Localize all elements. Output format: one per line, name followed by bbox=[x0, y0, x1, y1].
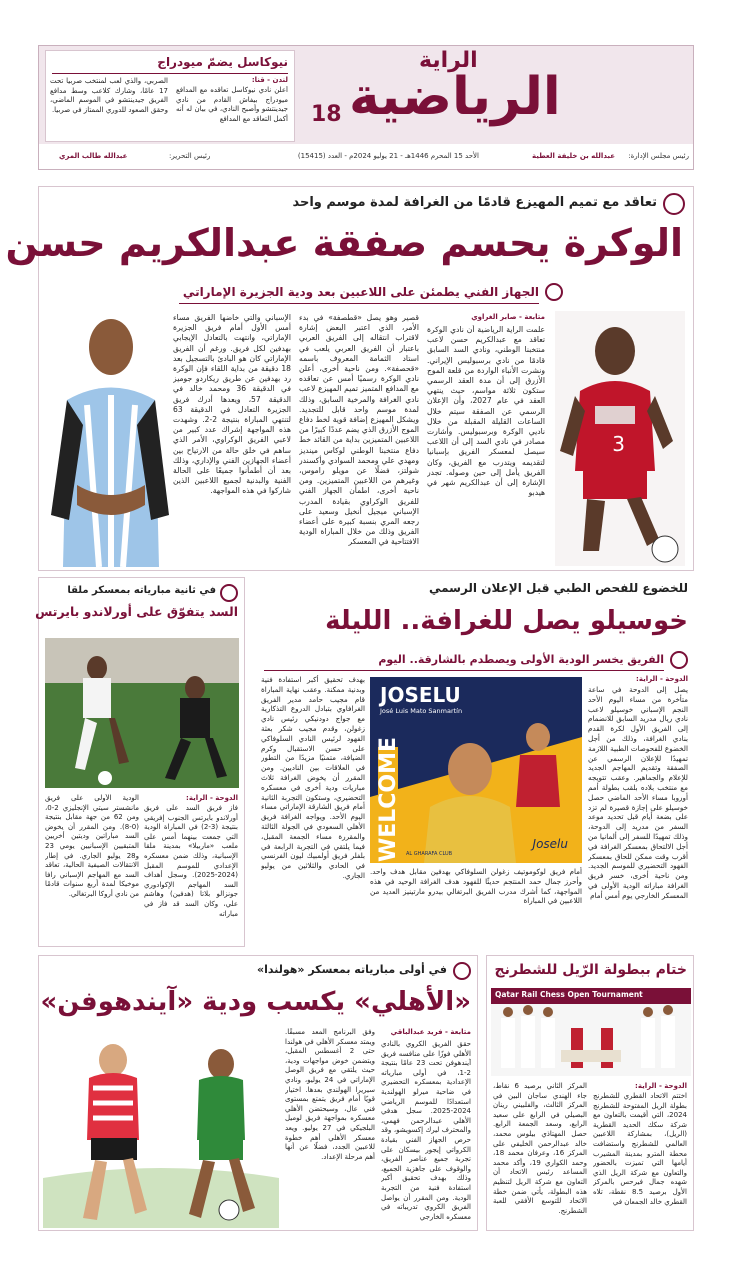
player-red-kit-image bbox=[555, 311, 685, 566]
ahli-match-image bbox=[43, 1028, 279, 1228]
story1-col2: قصير وهو يصل «قطصفة» في بدء الأمر، الذي اعتبر البعض إشارة لاقتراب انتقاله إلى الفريق العربي باعتبار أن الفريق العربي يلعب في استاد الثمامة المعروف باسمه «قحصفة». ومن ناحية أخرى، أعلن نادي الوكرة رسميًا أمس عن تعاقده مع المدافع المتميز تميم المهيزع لاعب نادي الغرافة والمرخية السابق، وذلك لمدة موسم واحد قابل للتجديد. ويشكل المهيزع إضافة قوية لخط دفاع الموج الأزرق الذي يضم عددًا كبيرًا من اللاعبين المتميزين بداية من القائد خط دفاع منتخبنا الوطني لوكاس مينديز ومهدي علي ومحمد السوادي وأكسندر شولتز، فضلًا عن مويلو راموس، وغيرهم من اللاعبين المتميزين. ومن ناحية أخرى، اطمأن الجهاز الفني للفريق الوكراوي بقيادة المدرب الإسباني ميجيل أنخيل وسعيد على رجعه المري بنسبة كبيرة على أعضاء الفريق وذلك من خلال المباراة الودية الافتتاحية في المعسكر bbox=[299, 313, 419, 547]
editor-name: عبدالله طالب المري bbox=[59, 152, 128, 160]
poster-name: JOSELU bbox=[380, 683, 461, 707]
story1-kicker: تعاقد مع تميم المهيزع قادمًا من الغرافة لمدة موسم واحد bbox=[292, 195, 657, 210]
story4-col1: حقق الفريق الكروي بالنادي الأهلي فوزًا على منافسه فريق آيندهوفن تحت 23 عامًا بنتيجة 2-1، في أولى مبارياته الإعدادية بمعسكره التحضيري في ضاحية ميرلو الهولندية استعدادًا للموسم الرياضي 2024-2025. سجل هدفي الأهلي عبدالرحمن فهمي، والمحترف ليرك إكسويشو، وقد حرص الجهاز الفني بقيادة الكرواتي إيجور بيسكان على تجربة جميع عناصر الفريق، والوقوف على جاهزية الجميع، وذلك بهدف تحقيق أكبر استفادة فنية من التجربة الودية. ومن المقرر أن يواصل الفريق الكروي تدريباته في معسكره الخارجي bbox=[381, 1040, 471, 1221]
story2-subhead: الفريق يخسر الودية الأولى ويصطدم بالشارقة.. اليوم bbox=[378, 653, 664, 666]
story-sadd bbox=[35, 577, 245, 947]
club-logo-icon bbox=[663, 193, 685, 215]
joselu-poster bbox=[370, 677, 582, 863]
brief-col-right: أعلن نادي نيوكاسل تعاقده مع المدافع ميودراج بيفاش القادم من نادي جيدينتشو وأصبح النادي، في بيان له أنه أكمل التعاقد مع المدافع bbox=[176, 86, 288, 123]
chairman-name: عبدالله بن خليفة العطية bbox=[532, 152, 615, 160]
story1-subhead: الجهاز الفني يطمئن على اللاعبين بعد ودية الجزيرة الإماراتي bbox=[182, 285, 539, 299]
story-wakrah bbox=[5, 186, 694, 571]
poster-fullname: José Luis Mato Sanmartín bbox=[380, 707, 463, 715]
story4-byline: متابعة - فريد عبدالباقي bbox=[390, 1028, 471, 1036]
story-ahli bbox=[38, 955, 478, 1231]
chess-ceremony-image bbox=[491, 988, 691, 1076]
chairman-label: رئيس مجلس الإدارة: bbox=[628, 152, 689, 160]
player-photo-tamim bbox=[47, 305, 173, 567]
club-logo-gharafa-icon bbox=[670, 651, 688, 669]
credits-line bbox=[39, 146, 693, 168]
story3-col1: الودية الأولى على فريق مانشستر سيتي الإنجليزي 2-0، ومن 62 من جهة مقابل بنتيجة (0-8). ومن المقرر أن يخوض السد مباراتين وديتين أخريين المتبقيين الإسبانيين يومي 23 و28 يوليو الجاري. في إطار الانتقالات الصيفية الحالية، تعاقد السد مع المهاجم الإسباني رافا موخيكا لمدة أربع سنوات قادمًا من نادي أروكا البرتغالي. bbox=[45, 794, 139, 898]
story5-tag: الدوحة - الراية: bbox=[635, 1082, 687, 1090]
brief-col-left: الصربي، والذي لعب لمنتخب صربيا تحت 17 عامًا، وشارك كلاعب وسط مدافع الفريق جيدينتشو في الموسم الماضي، وحقق الصعود للدوري الممتاز في صربيا. bbox=[50, 77, 168, 114]
story4-col2: وفق البرنامج المعد مسبقًا. ويمتد معسكر الأهلي في هولندا حتى 2 أغسطس المقبل، ويتضمن خوض مواجهات ودية، حيث يلتقي مع فريق الوصل الإماراتي في 24 يوليو، ونادي سيريرا الهولندي بعدها. اختيار قويًا أمام فريق يتمتع بمستوى فني عال، وسيحتضن الأهلي معسكره بمواجهة فريق لوميل البلجيكي في 27 يوليو. ويعد معسكر الأهلي أهم خطوة للاعبين الجدد، فضلًا عن أنها أهم مرحلة الإعداد. bbox=[285, 1028, 375, 1161]
player-blue-kit-image bbox=[47, 305, 173, 567]
masthead bbox=[38, 45, 694, 170]
logo-top: الراية bbox=[419, 48, 478, 73]
story2-col2: بهدف تحقيق أكبر استفادة فنية وبدنية ممكنة. وعقب نهاية المباراة قام مجيب حامد مدير الفريق الغرافاوي بتبادل الدروع التذكارية مع جواج دودنيكي رئيس نادي زغولن، وقدم مجيب شكر بعثة الفهود لرئيس النادي السلوفاكي على حسن الاستقبال وكرم الضيافة، متمنيًا مزيدًا من التطور في العلاقات بين الناديين. ومن المقرر أن يخوض الغرافة ثلاث مباريات ودية أخرى في معسكره التحضيري، وستكون التجربة الثانية أمام فريق الشارقة الإماراتي مساء اليوم الأحد. ويواجه الغرافة فريق الأهلي السعودي في الجولة الثالثة والمقررة مساء الجمعة المقبل، فيما يلتقي في التجربة الرابعة في بلفلر فريق أولمبيك ليون الفرنسي في الحادي والثلاثين من يوليو الجاري. bbox=[261, 675, 365, 880]
story3-headline: السد يتفوّق على أورلاندو بايرتس bbox=[35, 604, 238, 619]
editor-label: رئيس التحرير: bbox=[169, 152, 211, 160]
brief-rule bbox=[52, 73, 288, 74]
story2-rule bbox=[264, 670, 664, 671]
date-line: الأحد 15 المحرم 1446هـ - 21 يوليو 2024م - العدد (15415) bbox=[297, 152, 479, 160]
story3-tag: الدوحة - الراية: bbox=[186, 794, 238, 802]
story5-col2: المركز الثاني برصيد 6 نقاط، جاء الهندي ساجان البين في المركز الثالث، والفلبيني رينان البصيلي في الرابع على سعيد الرابع، وسعد الجمعة الرابع. حصل المهتاذي بيلوس محمد، خالد عبدالرحمن الخليفي على المركز 16، وعرفان محمد 18، وحمد الكواري 19، وأكد محمد المساعد رئيس الاتحاد أن التعاون مع شركة الريل لتنظيم هذه البطولة، يأتي ضمن خطة الاتحاد للتوسع الأفقي للعبة الشطرنج. bbox=[493, 1082, 587, 1215]
story2-col-under-photo: أمام فريق لوكوموتيف زغولن السلوفاكي بهدفين مقابل هدف واحد. وأحرز جمال حمد المنتجم حديثًا للفهود هدف الغرافة الوحيد في هذه المواجهة، كما أشرك مدرب الفريق البرتغالي بيدرو مارتينيز العديد من اللاعبين في المباراة bbox=[370, 867, 582, 906]
story2-tag: الدوحة - الراية: bbox=[636, 675, 688, 683]
player-photo-abdulkarim bbox=[555, 311, 685, 566]
story1-col3: الإسباني والتي خاضها الفريق مساء أمس الأول أمام فريق الجزيرة الإماراتي، وانتهت بالتعادل الإيجابي بهدفين لكل فريق. ورغم أن الفريق الإماراتي كان هو البادئ بالتسجيل بعد 18 دقيقة من بداية اللقاء فإن الوكرة رد بهدفين عن طريق ريكاردو جوميز في الدقيقة 36 ومحمد خالد في الدقيقة 57، ويعدها أدرك فريق الجزيرة التعادل في الدقيقة 63 لتنتهي المباراة بنتيجة 2-2. وشهدت هذه المواجهة إشراك عدد كبير من لاعبي الفريق الوكراوي، الأمر الذي ساهم في خلق حالة من الارتياح بين أعضاء الجهازين الفني والإداري، وذلك بعد أن أطمأنوا جميعًا على الحالة الفنية والبدنية لجميع اللاعبين الذين شاركوا في هذه المواجهة. bbox=[173, 313, 291, 496]
page-number: 18 bbox=[311, 102, 342, 127]
sadd-match-photo bbox=[45, 638, 239, 788]
story-gharafa bbox=[255, 575, 694, 947]
story2-kicker: للخضوع للفحص الطبي قبل الإعلان الرسمي bbox=[428, 581, 688, 595]
story1-headline: الوكرة يحسم صفقة عبدالكريم حسن bbox=[5, 221, 683, 265]
sadd-match-image bbox=[45, 638, 239, 788]
svg-text:3: 3 bbox=[612, 432, 625, 456]
chess-ceremony-photo bbox=[491, 988, 691, 1076]
story2-col1: يصل إلى الدوحة في ساعة متأخرة من مساء اليوم الأحد النجم الإسباني خوسيلو لاعب نادي ريال مدريد السابق للانضمام إلى الفريق الأول لكرة القدم بنادي الغرافة، وذلك من أجل الخضوع للفحوصات الطبية اللازمة تمهيدًا للإعلان الرسمي عن الصفقة وتقديم المهاجم الجديد للإعلام والجماهير. وعقب تتويجه مع منتخب بلاده بلقب بطولة أمم أوروبا مساء الأحد الماضي حصل خوسيلو على إجازة قصيرة لم تزد على بضعة أيام قبل تحديد موعد السفر من مدريد إلى الدوحة، وذلك تمهيدًا للسفر إلى ألمانيا من أجل الالتحاق بمعسكر الغرافة في أقرب وقت ممكن للحاق بمعسكر الفهود التحضيري للموسم الجديد. ومن ناحية أخرى، خسر فريق الغرافة مباراته الودية الأولى في المعسكر الخارجي يوم أمس أمام bbox=[588, 685, 688, 900]
story1-col1: علمت الراية الرياضية أن نادي الوكرة تعاقد مع عبدالكريم حسن لاعب منتخبنا الوطني، ونادي السد السابق قادمًا من نادي برسبوليس الإيراني. ونشرت الأنباء الواردة من قلعة الموج الأزرق إلى أن مدة العقد الرسمي ستكون ثلاثة مواسم، حيث ينتهي العقد في عام 2027، وأن الإعلان الرسمي عن الصفقة سيتم خلال الساعات القليلة المقبلة من خلال ناديي الوكرة وبرسبوليس. وأشارت مصادر في نادي السد إلى أن اللاعب سيصل لمعسكر الفريق بإسبانيا لتقديمه ويتدرب مع الفريق، وكان الفريق يأمل إلى حين وصوله. تجدر الإشارة إلى أن عبدالكريم شهر في هيدبو bbox=[427, 325, 545, 498]
club-logo-sadd-icon bbox=[220, 584, 238, 602]
poster-sign: Joselu bbox=[532, 837, 568, 851]
ahli-match-photo bbox=[43, 1028, 279, 1228]
logo-main: الرياضية bbox=[349, 67, 561, 127]
poster-club: AL GHARAFA CLUB bbox=[406, 851, 453, 857]
chess-banner: Qatar Rail Chess Open Tournament bbox=[495, 990, 643, 999]
story2-headline: خوسيلو يصل للغرافة.. الليلة bbox=[325, 606, 688, 636]
story1-byline: متابعة - صابر الغراوي bbox=[471, 313, 545, 321]
brief-title: نيوكاسل يضمّ ميودراج bbox=[157, 55, 288, 69]
poster-welcome: WELCOME bbox=[376, 736, 402, 863]
story3-kicker: في ثانية مبارياته بمعسكر ملقا bbox=[67, 585, 216, 596]
story-chess bbox=[486, 955, 694, 1231]
story5-col1: اختتم الاتحاد القطري للشطرنج بطولة الريل المفتوحة للشطرنج 2024، التي أقيمت بالتعاون مع شركة سكك الحديد القطرية (الريل)، بمشاركة اللاعبين العالمي للشطرنج واستضافت محطة المترو بمدينة المشيرب أيامها التي تميزت بالحضور والتعاون مع شركة الريل الذي شهده جمال فيرحس بالمركز الأول برصيد 8.5 نقطة، تلاه القطري خالد الجمعان في bbox=[593, 1092, 687, 1206]
story1-rule bbox=[179, 303, 539, 304]
brief-tag: لندن - قنا: bbox=[251, 76, 288, 84]
club-logo-small-icon bbox=[545, 283, 563, 301]
story4-headline: «الأهلي» يكسب ودية «آيندهوفن» bbox=[40, 987, 471, 1017]
club-logo-ahli-icon bbox=[453, 962, 471, 980]
story4-kicker: في أولى مبارياته بمعسكر «هولندا» bbox=[257, 963, 447, 976]
story3-col2: فاز فريق السد على فريق أورلاندو بايرتس الجنوب إفريقي بنتيجة (3-2) في المباراة الودية التي جمعت بينهما أمس على ملعب «ماربيلا» بمدينة ملقا الإسبانية، وذلك ضمن معسكره الإعدادي للموسم المقبل (2024-2025). وسجل أهداف السد المهاجم الإكوادوري جونزالو بلاتا (هدفين) وهاشم علي، وكان السد قد فاز في مباراته bbox=[144, 804, 238, 918]
story5-headline: ختام ببطولة الرّيل للشطرنج bbox=[494, 962, 687, 978]
sidebar-brief bbox=[45, 50, 295, 142]
